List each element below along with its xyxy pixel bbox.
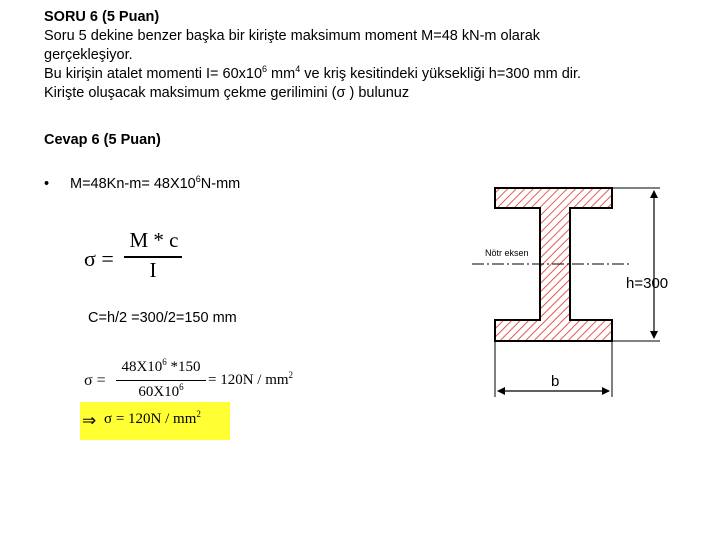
question-line-3: Bu kirişin atalet momenti $I= 60x10^6$ $mm^4$ ve kriş kesitindeki yüksekliği h=300 mm dir. [44, 64, 582, 82]
formula-denominator: I [149, 258, 157, 282]
calc-numerator: $48X10^6$ *150 [121, 357, 201, 375]
implies-arrow: ⇒ [82, 411, 97, 430]
formula-lhs: σ = [84, 246, 114, 271]
c-calculation: C=h/2 =300/2=150 mm [88, 310, 237, 326]
question-title: SORU 6 (5 Puan) [44, 9, 160, 25]
moment-conversion: $M=48Kn-m= 48X10^6N-mm$ [70, 174, 241, 192]
height-label: h=300 [626, 275, 669, 292]
question-line-2: gerçekleşiyor. [44, 47, 133, 63]
neutral-axis-label: Nötr eksen [485, 248, 529, 258]
question-line-4: Kirişte oluşacak maksimum çekme gerilimini (σ ) bulunuz [44, 85, 410, 101]
width-label: b [551, 373, 560, 390]
calc-lhs: σ = [84, 372, 106, 389]
answer-title: Cevap 6 (5 Puan) [44, 132, 161, 148]
formula-numerator: M * c [129, 228, 179, 252]
final-result-highlight [80, 402, 230, 440]
calc-fraction-bar [116, 380, 206, 381]
i-beam-cross-section-diagram [470, 175, 710, 405]
calc-result: = $120N / mm^2$ [208, 370, 294, 388]
bullet: • [44, 176, 50, 192]
final-result-text: $\sigma = 120N / mm^2$ [104, 409, 201, 427]
calc-denominator: $60X10^6$ [138, 382, 184, 400]
question-line-1: Soru 5 dekine benzer başka bir kirişte maksimum moment M=48 kN-m olarak [44, 28, 541, 44]
